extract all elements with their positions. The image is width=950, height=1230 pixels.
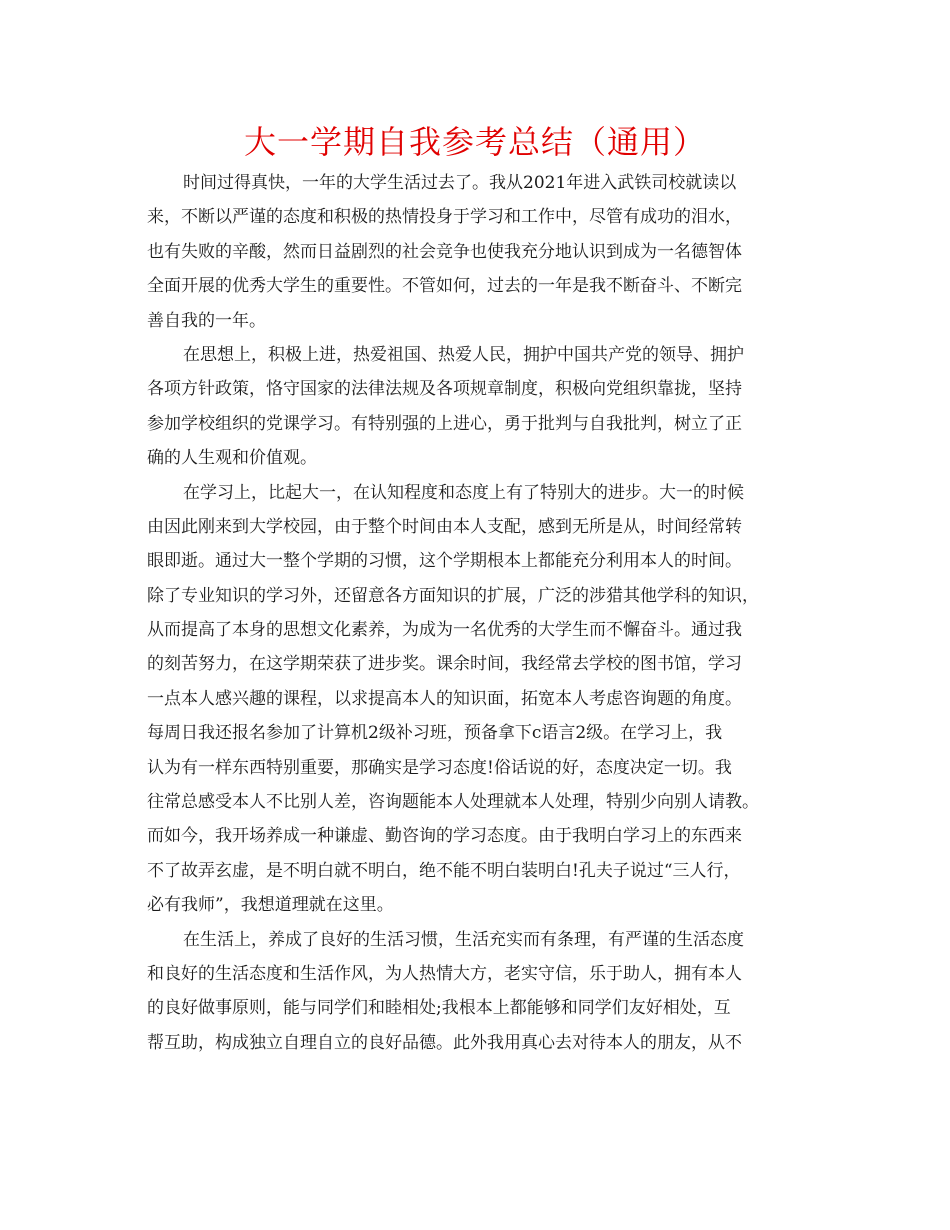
text-line: 各项方针政策，恪守国家的法律法规及各项规章制度，积极向党组织靠拢，坚持 [147, 379, 742, 400]
text-line: 也有失败的辛酸，然而日益剧烈的社会竞争也使我充分地认识到成为一名德智体 [147, 241, 742, 262]
text-line: 的刻苦努力，在这学期荣获了进步奖。课余时间，我经常去学校的图书馆，学习 [147, 654, 742, 675]
text-line: 一点本人感兴趣的课程，以求提高本人的知识面，拓宽本人考虑咨询题的角度。 [147, 688, 742, 709]
text-line: 帮互助，构成独立自理自立的良好品德。此外我用真心去对待本人的朋友，从不 [147, 1032, 742, 1053]
text-line: 善自我的一年。 [147, 310, 266, 331]
text-line: 必有我师”，我想道理就在这里。 [147, 895, 394, 916]
text-line: 的良好做事原则，能与同学们和睦相处;我根本上都能够和同学们友好相处，互 [147, 998, 731, 1019]
text-line: 全面开展的优秀大学生的重要性。不管如何，过去的一年是我不断奋斗、不断完 [147, 276, 742, 297]
text-line: 往常总感受本人不比别人差，咨询题能本人处理就本人处理，特别少向别人请教。 [147, 792, 759, 813]
text-line: 每周日我还报名参加了计算机2级补习班，预备拿下c语言2级。在学习上，我 [147, 723, 723, 744]
text-line: 来，不断以严谨的态度和积极的热情投身于学习和工作中，尽管有成功的泪水， [147, 207, 742, 228]
paragraph-ideology [147, 338, 817, 476]
text-line: 除了专业知识的学习外，还留意各方面知识的扩展，广泛的涉猎其他学科的知识， [147, 585, 759, 606]
document-body [147, 166, 817, 1060]
text-line: 从而提高了本身的思想文化素养，为成为一名优秀的大学生而不懈奋斗。通过我 [147, 620, 742, 641]
text-line: 在生活上，养成了良好的生活习惯，生活充实而有条理，有严谨的生活态度 [183, 929, 744, 950]
paragraph-study [147, 476, 817, 923]
text-line: 由因此刚来到大学校园，由于整个时间由本人支配，感到无所是从，时间经常转 [147, 516, 742, 537]
text-line: 确的人生观和价值观。 [147, 448, 317, 469]
text-line: 参加学校组织的党课学习。有特别强的上进心，勇于批判与自我批判，树立了正 [147, 413, 742, 434]
text-line: 和良好的生活态度和生活作风，为人热情大方，老实守信，乐于助人，拥有本人 [147, 963, 742, 984]
text-line: 在思想上，积极上进，热爱祖国、热爱人民，拥护中国共产党的领导、拥护 [183, 344, 744, 365]
text-line: 眼即逝。通过大一整个学期的习惯，这个学期根本上都能充分利用本人的时间。 [147, 551, 742, 572]
text-line: 时间过得真快，一年的大学生活过去了。我从2021年进入武铁司校就读以 [183, 173, 737, 193]
text-line: 不了故弄玄虚，是不明白就不明白，绝不能不明白装明白!孔夫子说过“三人行， [147, 860, 741, 881]
document-title: 大一学期自我参考总结（通用） [243, 123, 706, 161]
text-line: 而如今，我开场养成一种谦虚、勤咨询的学习态度。由于我明白学习上的东西来 [147, 826, 742, 847]
text-line: 在学习上，比起大一，在认知程度和态度上有了特别大的进步。大一的时候 [183, 482, 744, 503]
paragraph-thought-intro [147, 166, 817, 338]
paragraph-life [147, 923, 817, 1061]
text-line: 认为有一样东西特别重要，那确实是学习态度!俗话说的好，态度决定一切。我 [147, 757, 732, 778]
